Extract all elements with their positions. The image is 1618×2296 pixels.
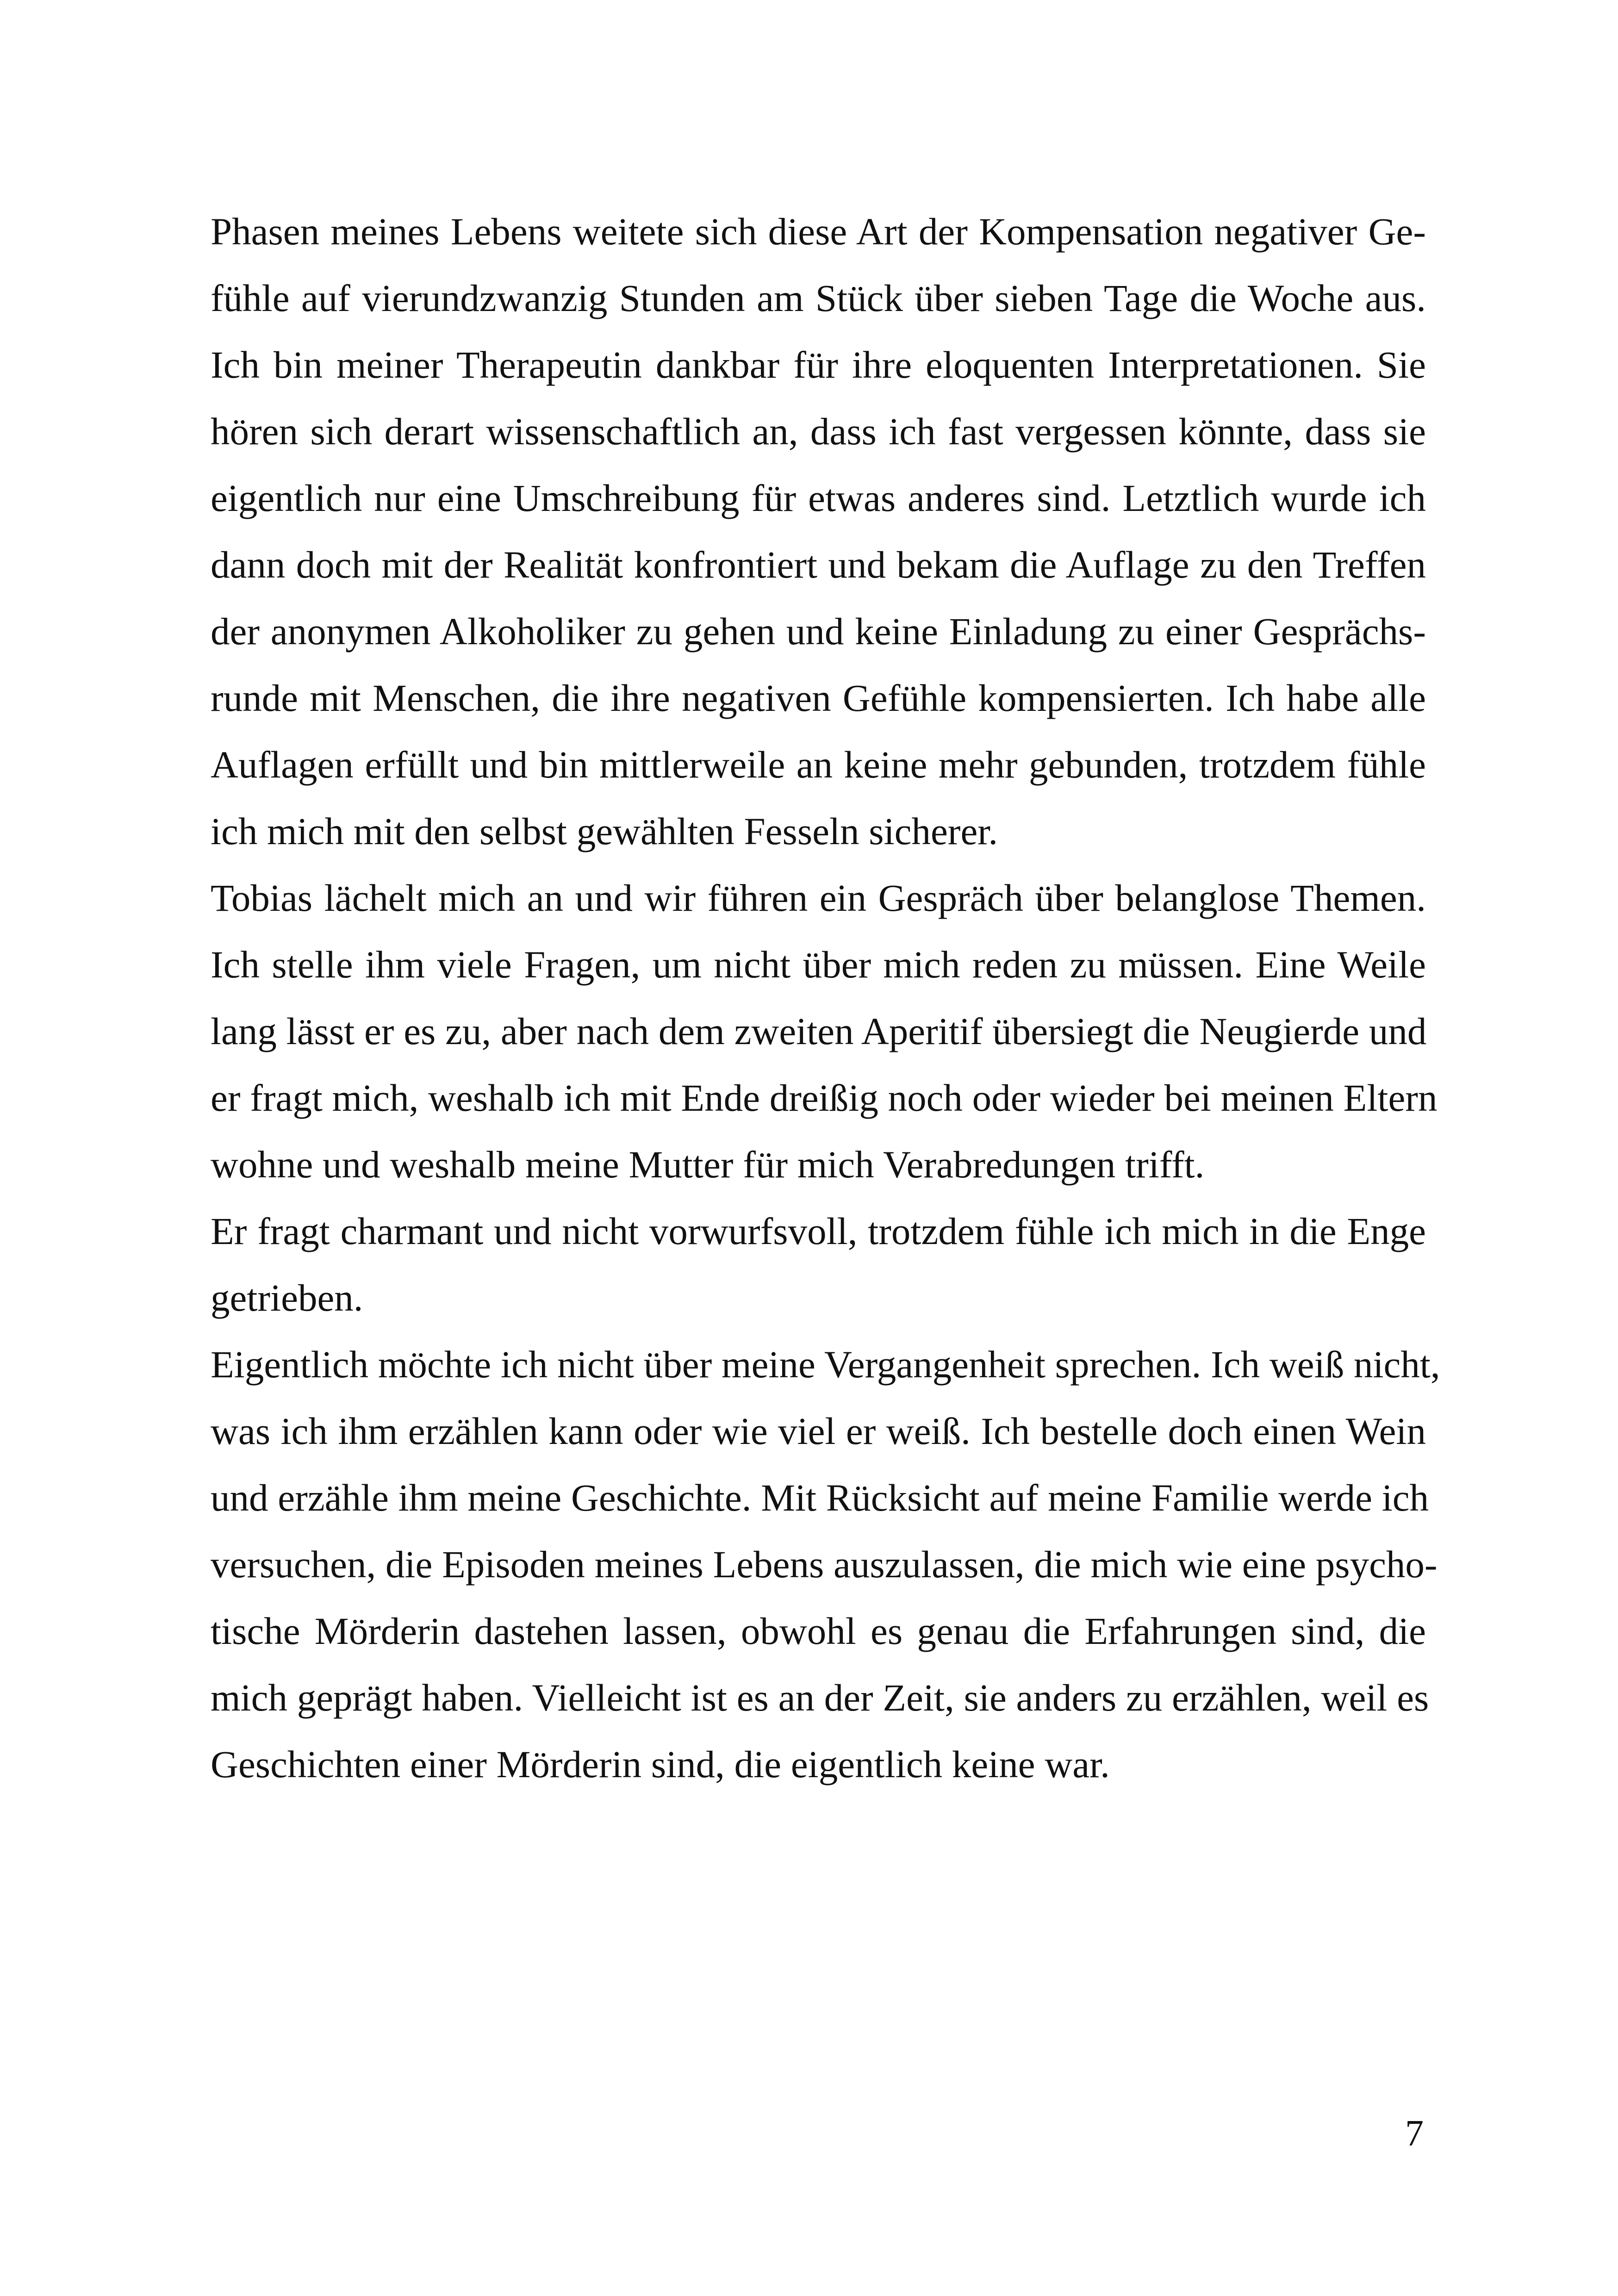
body-text: [211, 198, 1440, 1798]
text-line: Ich bin meiner Therapeutin dankbar für ihre eloquenten Interpretationen. Sie: [211, 343, 1426, 386]
text-line: Eigentlich möchte ich nicht über meine Vergangenheit sprechen. Ich weiß nicht,: [211, 1343, 1440, 1386]
text-line: runde mit Menschen, die ihre negativen Gefühle kompensierten. Ich habe alle: [211, 677, 1426, 719]
text-line: Geschichten einer Mörderin sind, die eigentlich keine war.: [211, 1743, 1110, 1786]
text-line: getrieben.: [211, 1276, 363, 1319]
page-number: 7: [1405, 2113, 1424, 2154]
text-line: lang lässt er es zu, aber nach dem zweiten Aperitif übersiegt die Neugierde und: [211, 1010, 1427, 1052]
text-line: Ich stelle ihm viele Fragen, um nicht über mich reden zu müssen. Eine Weile: [211, 943, 1426, 986]
text-line: er fragt mich, weshalb ich mit Ende dreißig noch oder wieder bei meinen Eltern: [211, 1076, 1438, 1119]
text-line: ich mich mit den selbst gewählten Fesseln sicherer.: [211, 810, 998, 852]
text-line: und erzähle ihm meine Geschichte. Mit Rücksicht auf meine Familie werde ich: [211, 1476, 1429, 1519]
text-line: hören sich derart wissenschaftlich an, dass ich fast vergessen könnte, dass sie: [211, 410, 1426, 453]
text-line: tische Mörderin dastehen lassen, obwohl es genau die Erfahrungen sind, die: [211, 1610, 1426, 1652]
text-line: der anonymen Alkoholiker zu gehen und keine Einladung zu einer Gesprächs-: [211, 610, 1426, 653]
text-line: was ich ihm erzählen kann oder wie viel er weiß. Ich bestelle doch einen Wein: [211, 1410, 1426, 1452]
text-line: mich geprägt haben. Vielleicht ist es an der Zeit, sie anders zu erzählen, weil es: [211, 1676, 1429, 1719]
text-line: wohne und weshalb meine Mutter für mich Verabredungen trifft.: [211, 1143, 1205, 1186]
text-line: Tobias lächelt mich an und wir führen ein Gespräch über belanglose Themen.: [211, 877, 1426, 919]
text-line: eigentlich nur eine Umschreibung für etwas anderes sind. Letztlich wurde ich: [211, 477, 1426, 519]
text-line: Er fragt charmant und nicht vorwurfsvoll, trotzdem fühle ich mich in die Enge: [211, 1210, 1426, 1252]
text-line: dann doch mit der Realität konfrontiert und bekam die Auflage zu den Treffen: [211, 543, 1426, 586]
text-line: versuchen, die Episoden meines Lebens auszulassen, die mich wie eine psycho-: [211, 1543, 1438, 1586]
text-line: fühle auf vierundzwanzig Stunden am Stück über sieben Tage die Woche aus.: [211, 277, 1426, 319]
text-line: Phasen meines Lebens weitete sich diese Art der Kompensation negativer Ge-: [211, 210, 1426, 253]
text-line: Auflagen erfüllt und bin mittlerweile an keine mehr gebunden, trotzdem fühle: [211, 743, 1426, 786]
